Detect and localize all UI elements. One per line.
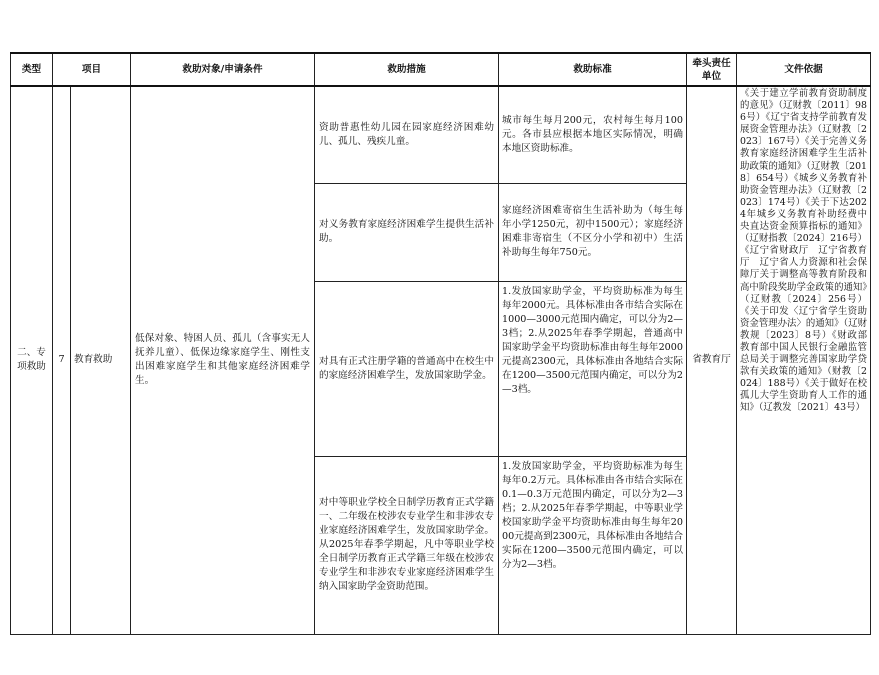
- assistance-table: [10, 52, 871, 635]
- header-unit: 牵头责任单位: [687, 53, 737, 86]
- header-measure: 救助措施: [315, 53, 499, 86]
- type-cell: 二、专项救助: [11, 86, 53, 634]
- header-item: 项目: [53, 53, 131, 86]
- number-cell: 7: [53, 86, 71, 634]
- target-cell: 低保对象、特困人员、孤儿（含事实无人抚养儿童）、低保边缘家庭学生、刚性支出困难家庭学生和其他家庭经济困难学生。: [131, 86, 315, 634]
- header-docs: 文件依据: [737, 53, 871, 86]
- standard-cell-3: 1.发放国家助学金，平均资助标准为每生每年2000元。具体标准由各市结合实际在1000—3000元范围内确定，可以分为2—3档；2.从2025年春季学期起，普通高中国家助学金平均资助标准由每生每年2000元提高2300元，具体标准由各地结合实际在1200—3500元范围内确定，可以分为2—3档。: [499, 281, 687, 456]
- header-row: [11, 53, 871, 86]
- unit-cell: 省教育厅: [687, 86, 737, 634]
- standard-cell-1: 城市每生每月200元，农村每生每月100元。各市县应根据本地区实际情况，明确本地区资助标准。: [499, 86, 687, 183]
- measure-cell-2: 对义务教育家庭经济困难学生提供生活补助。: [315, 183, 499, 281]
- header-type: 类型: [11, 53, 53, 86]
- header-standard: 救助标准: [499, 53, 687, 86]
- measure-cell-4: 对中等职业学校全日制学历教育正式学籍一、二年级在校涉农专业学生和非涉农专业家庭经济困难学生，发放国家助学金。从2025年春季学期起，凡中等职业学校全日制学历教育正式学籍三年级在校涉农专业学生和非涉农专业家庭经济困难学生纳入国家助学金资助范围。: [315, 456, 499, 634]
- standard-cell-4: 1.发放国家助学金，平均资助标准为每生每年0.2万元。具体标准由各市结合实际在0.1—0.3万元范围内确定，可以分为2—3档；2.从2025年春季学期起，中等职业学校国家助学金平均资助标准由每生每年2000元提高到2300元，具体标准由各地结合实际在1200—3500元范围内确定，可以分为2—3档。: [499, 456, 687, 634]
- measure-cell-1: 资助普惠性幼儿园在园家庭经济困难幼儿、孤儿、残疾儿童。: [315, 86, 499, 183]
- measure-cell-3: 对具有正式注册学籍的普通高中在校生中的家庭经济困难学生，发放国家助学金。: [315, 281, 499, 456]
- item-cell: 教育救助: [71, 86, 131, 634]
- header-target: 救助对象/申请条件: [131, 53, 315, 86]
- standard-cell-2: 家庭经济困难寄宿生生活补助为（每生每年小学1250元，初中1500元）；家庭经济困难非寄宿生（不区分小学和初中）生活补助每生每年750元。: [499, 183, 687, 281]
- table-row: [11, 86, 871, 183]
- docs-cell: 《关于建立学前教育资助制度的意见》（辽财教〔2011〕986号）《辽宁省支持学前教育发展资金管理办法》（辽财教〔2023〕167号）《关于完善义务教育家庭经济困难学生生活补助政策的通知》（辽财教〔2018〕654号）《城乡义务教育补助资金管理办法》（辽财教〔2023〕174号）《关于下达2024年城乡义务教育补助经费中央直达资金预算指标的通知》（辽财指教〔2024〕216号）《辽宁省财政厅 辽宁省教育厅 辽宁省人力资源和社会保障厅关于调整高等教育阶段和高中阶段奖助学金政策的通知》（辽财教〔2024〕256号）《关于印发〈辽宁省学生资助资金管理办法〉的通知》（辽财教规〔2023〕8号）《财政部教育部中国人民银行金融监管总局关于调整完善国家助学贷款有关政策的通知》（财教〔2024〕188号）《关于做好在校孤儿大学生资助育人工作的通知》（辽教发〔2021〕43号）: [737, 86, 871, 634]
